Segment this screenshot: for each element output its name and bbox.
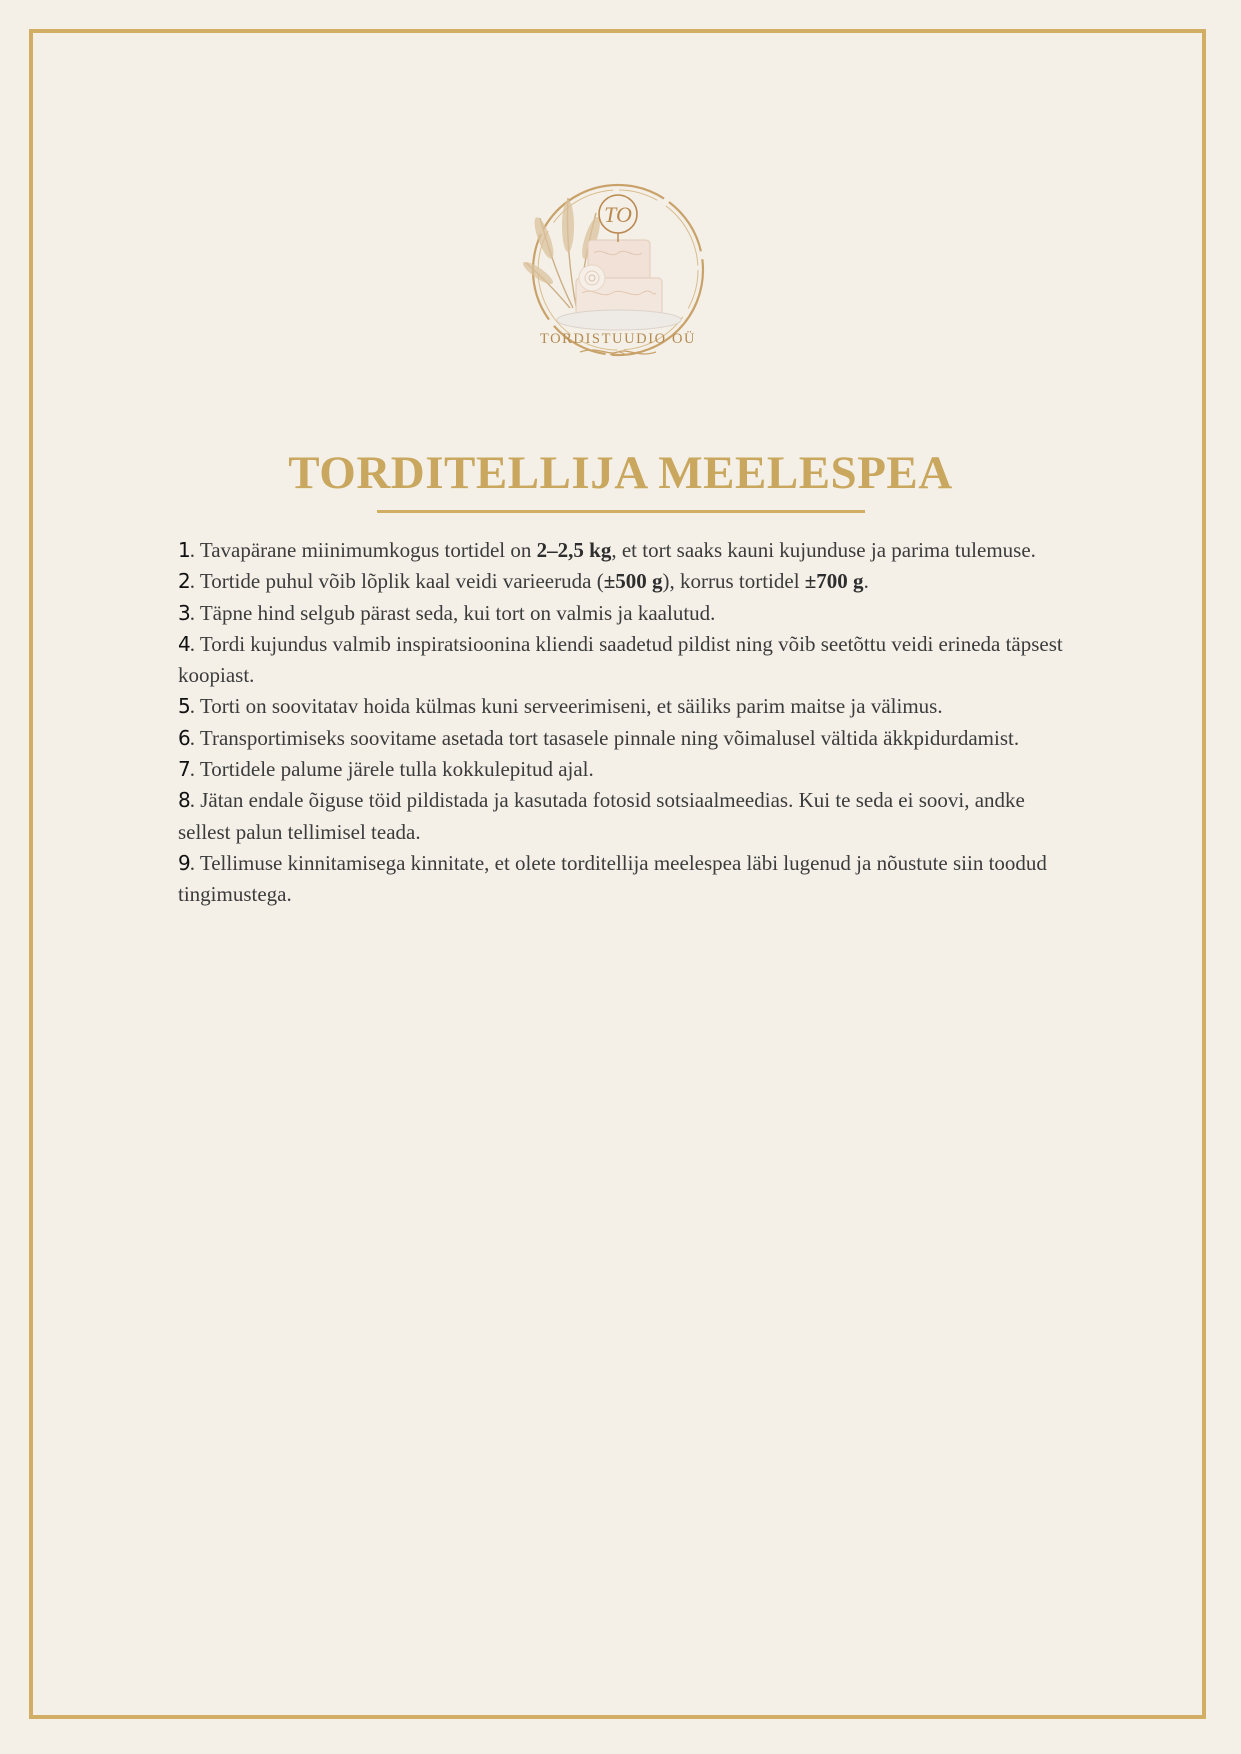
item-number-dot: . — [189, 850, 195, 875]
list-item — [178, 535, 1078, 566]
item-emphasis: ±700 g — [804, 569, 864, 594]
item-text: , et tort saaks kauni kujunduse ja parima tulemuse. — [611, 538, 1036, 562]
item-number-dot: . — [189, 538, 195, 562]
list-item — [178, 598, 1078, 629]
item-number: 3 — [178, 600, 190, 625]
item-number: 8 — [178, 788, 190, 813]
item-number-dot: . — [189, 725, 195, 750]
list-item — [178, 723, 1078, 754]
list-item — [178, 754, 1078, 785]
item-number: 2 — [178, 569, 190, 594]
item-text: ), korrus tortidel — [662, 569, 805, 594]
item-text: Jätan endale õiguse töid pildistada ja kasutada fotosid sotsiaalmeedias. Kui te seda ei soovi, andke sellest palun tellimisel teada. — [178, 788, 1025, 844]
item-text: Transportimiseks soovitame asetada tort tasasele pinnale ning võimalusel vältida äkkpidurdamist. — [194, 725, 1020, 750]
item-emphasis: 2–2,5 kg — [536, 538, 612, 562]
list-item — [178, 566, 1078, 597]
svg-text:TO: TO — [604, 202, 632, 227]
reminder-list — [178, 535, 1078, 911]
item-text: Tellimuse kinnitamisega kinnitate, et olete torditellija meelespea läbi lugenud ja nõustute siin toodud tingimustega. — [178, 850, 1047, 907]
list-item — [178, 629, 1078, 692]
item-number: 1 — [178, 538, 190, 562]
item-text: . — [863, 569, 869, 594]
item-number-dot: . — [189, 631, 195, 656]
company-logo — [518, 178, 718, 374]
list-item — [178, 848, 1078, 911]
item-number-dot: . — [189, 569, 195, 594]
svg-text:TORDISTUUDIO OÜ: TORDISTUUDIO OÜ — [539, 331, 697, 347]
item-text: Tortidele palume järele tulla kokkulepitud ajal. — [194, 757, 594, 782]
list-item — [178, 785, 1078, 848]
item-number-dot: . — [189, 694, 195, 719]
item-number-dot: . — [189, 600, 195, 625]
item-number: 6 — [178, 725, 190, 750]
list-item — [178, 691, 1078, 722]
item-number: 4 — [178, 631, 190, 656]
item-number-dot: . — [189, 757, 195, 782]
title-underline — [377, 510, 865, 513]
item-number-dot: . — [189, 788, 195, 813]
item-text: Tordi kujundus valmib inspiratsioonina kliendi saadetud pildist ning võib seetõttu veidi erineda täpsest koopiast. — [178, 631, 1063, 688]
item-emphasis: ±500 g — [603, 569, 663, 594]
item-number: 9 — [178, 850, 190, 875]
item-text: Torti on soovitatav hoida külmas kuni serveerimiseni, et säiliks parim maitse ja välimus. — [194, 694, 943, 719]
item-text: Täpne hind selgub pärast seda, kui tort on valmis ja kaalutud. — [194, 600, 716, 625]
page-title: TORDITELLIJA MEELESPEA — [288, 447, 953, 499]
item-text: Tortide puhul võib lõplik kaal veidi varieeruda ( — [194, 569, 604, 594]
item-text: Tavapärane miinimumkogus tortidel on — [194, 538, 537, 562]
item-number: 7 — [178, 757, 190, 782]
item-number: 5 — [178, 694, 190, 719]
